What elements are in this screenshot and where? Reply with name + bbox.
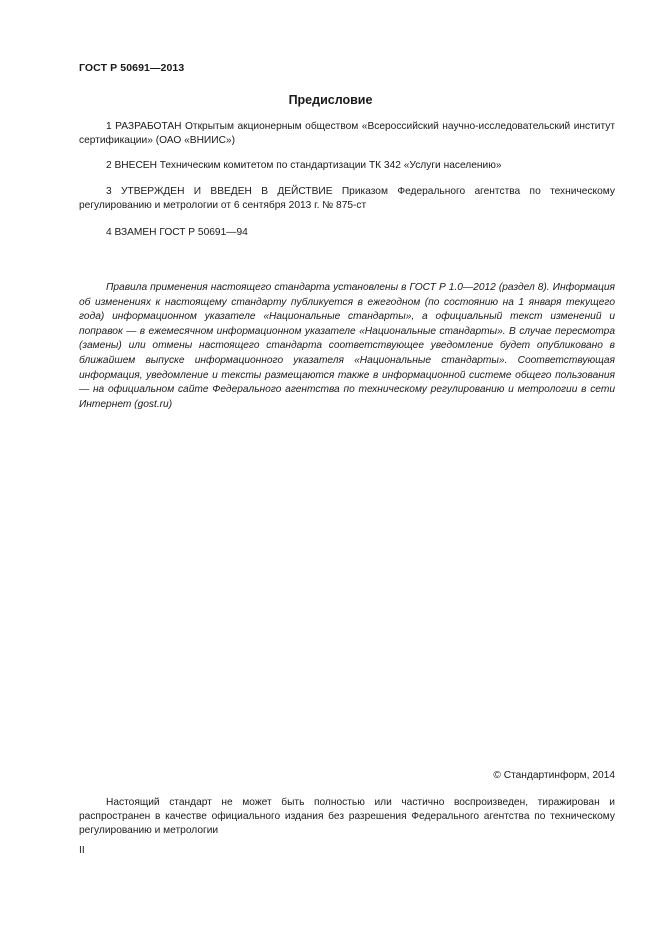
copyright-line: © Стандартинформ, 2014 — [493, 770, 615, 781]
paragraph-approved — [79, 185, 615, 213]
page-title: Предисловие — [288, 93, 373, 107]
page-number: II — [79, 845, 85, 856]
notice-text: Правила применения настоящего стандарта установлены в ГОСТ Р 1.0—2012 (раздел 8). Информация об изменениях к настоящему стандарту публикуется в ежегодном (по состоянию на 1 января текущего года) информационном указателе «Национальные стандарты», а официальный текст изменений и поправок — в ежемесячном информационном указателе «Национальные стандарты». В случае пересмотра (замены) или отмены настоящего стандарта соответствующее уведомление будет опубликовано в ближайшем выпуске информационного указателя «Национальные стандарты». Соответствующая информация, уведомление и тексты размещаются также в информационной системе общего пользования — на официальном сайте Федерального агентства по техническому регулированию и метрологии в сети Интернет (gost.ru) — [79, 282, 615, 410]
reproduction-rights-notice — [79, 796, 615, 838]
standard-code-header: ГОСТ Р 50691—2013 — [79, 62, 185, 74]
application-rules-notice — [79, 281, 615, 412]
paragraph-text: 2 ВНЕСЕН Техническим комитетом по стандартизации ТК 342 «Услуги населению» — [106, 160, 502, 171]
paragraph-developed — [79, 120, 615, 148]
paragraph-replaces — [79, 226, 615, 240]
rights-text: Настоящий стандарт не может быть полностью или частично воспроизведен, тиражирован и распространен в качестве официального издания без разрешения Федерального агентства по техническому регулированию и метрологии — [79, 797, 615, 836]
paragraph-introduced — [79, 159, 615, 173]
paragraph-text: 1 РАЗРАБОТАН Открытым акционерным обществом «Всероссийский научно-исследовательский институт сертификации» (ОАО «ВНИИС») — [79, 121, 615, 146]
paragraph-text: 4 ВЗАМЕН ГОСТ Р 50691—94 — [106, 227, 248, 238]
paragraph-text: 3 УТВЕРЖДЕН И ВВЕДЕН В ДЕЙСТВИЕ Приказом Федерального агентства по техническому регулированию и метрологии от 6 сентября 2013 г. № 875-ст — [79, 186, 615, 211]
